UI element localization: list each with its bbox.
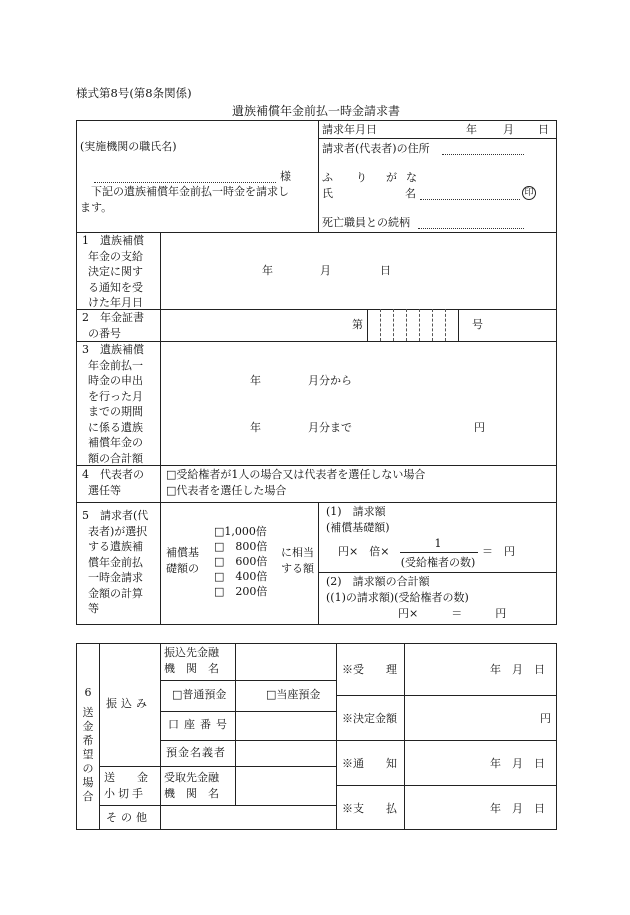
agency-label: (実施機関の職氏名) (80, 140, 177, 153)
remittance-table (76, 643, 557, 830)
row4-label: 4 代表者の 選任等 (82, 468, 144, 497)
row1-year: 年 (262, 264, 273, 277)
pay-date: 年 月 日 (490, 802, 545, 815)
row3-label: 3 遺族補償 年金前払一 時金の申出 を行った月 までの期間 に係る遺族 補償年金の 額の合計額 (82, 343, 144, 465)
multiplier-800[interactable]: □ 800倍 (214, 540, 268, 553)
row4-option-single[interactable]: □受給権者が1人の場合又は代表者を選任しない場合 (166, 468, 426, 481)
row2-dai: 第 (352, 318, 363, 331)
furigana-3: が (386, 171, 397, 184)
p1-sub: (補償基礎額) (326, 521, 390, 534)
juri-label: ※受 理 (342, 663, 397, 676)
multiplier-400[interactable]: □ 400倍 (214, 570, 268, 583)
row3-from-year: 年 (250, 374, 261, 387)
bank-dest-label: 振込先金融 機 関 名 (164, 646, 219, 675)
form-title: 遺族補償年金前払一時金請求書 (232, 104, 401, 118)
p1-numerator: 1 (434, 537, 442, 550)
multiplier-200[interactable]: □ 200倍 (214, 585, 268, 598)
row1-month: 月 (320, 264, 331, 277)
multiplier-600[interactable]: □ 600倍 (214, 555, 268, 568)
p1-title: (1) 請求額 (326, 505, 386, 518)
recv-bank-label: 受取先金融 機 関 名 (164, 771, 219, 800)
section6-label: 6 送 金 希 望 の 場 合 (82, 686, 94, 803)
touza-checkbox[interactable]: □当座預金 (266, 688, 321, 701)
address-line (442, 154, 524, 155)
name-label-shi: 氏 (322, 187, 333, 200)
juri-date: 年 月 日 (490, 663, 545, 676)
p2-title: (2) 請求額の合計額 (326, 575, 430, 588)
name-line (420, 199, 520, 200)
p1-formula-left: 円× 倍× (338, 545, 390, 558)
account-number-label: 口座番号 (168, 718, 232, 731)
form-number: 様式第8号(第8条関係) (76, 86, 192, 100)
relation-line (418, 228, 524, 229)
agency-name-line (94, 182, 276, 183)
request-date-month: 月 (503, 123, 514, 136)
row5-multiplier-options[interactable] (214, 524, 267, 599)
pay-label: ※支 払 (342, 802, 397, 815)
sama-label: 様 (280, 170, 291, 183)
row5-base-label: 補償基 礎額の (166, 546, 199, 575)
seal-mark: 印 (522, 185, 536, 200)
request-date-year: 年 (466, 123, 477, 136)
check-label: 送 金 小切手 (104, 771, 148, 800)
furikomi-label: 振込み (106, 697, 151, 710)
notify-date: 年 月 日 (490, 757, 545, 770)
request-text-line1: 下記の遺族補償年金前払一時金を請求し (80, 185, 289, 198)
address-label: 請求者(代表者)の住所 (322, 142, 430, 155)
row3-to-year: 年 (250, 421, 261, 434)
row1-day: 日 (380, 264, 391, 277)
furigana-2: り (356, 171, 367, 184)
notify-label: ※通 知 (342, 757, 397, 770)
relation-label: 死亡職員との続柄 (322, 216, 410, 229)
request-text-line2: ます。 (80, 201, 113, 214)
request-date-day: 日 (538, 123, 549, 136)
row5-label: 5 請求者(代 表者)が選択 する遺族補 償年金前払 一時金請求 金額の計算 等 (82, 509, 149, 615)
furigana-4: な (406, 171, 417, 184)
row2-label: 2 年金証書 の番号 (82, 311, 144, 340)
p2-sub: ((1)の請求額)(受給権者の数) (326, 591, 469, 604)
p2-formula: 円× ＝ 円 (398, 607, 507, 620)
row3-yen: 円 (474, 421, 485, 434)
row4-option-representative[interactable]: □代表者を選任した場合 (166, 484, 287, 497)
row5-equiv-label: に相当 する額 (281, 546, 314, 575)
p1-fraction-bar (400, 552, 478, 553)
row2-go: 号 (472, 318, 483, 331)
decided-amount-label: ※決定金額 (342, 712, 397, 725)
furigana-1: ふ (322, 171, 333, 184)
p1-formula-right: ＝ 円 (482, 545, 515, 558)
p1-denominator: (受給権者の数) (400, 556, 476, 569)
other-label: その他 (106, 811, 151, 824)
account-holder-label: 預金名義者 (166, 746, 226, 759)
request-date-label: 請求年月日 (322, 123, 377, 136)
multiplier-1000[interactable]: □1,000倍 (214, 525, 267, 538)
futsuu-checkbox[interactable]: □普通預金 (172, 688, 227, 701)
row3-to-month: 月分まで (308, 421, 352, 434)
row1-label: 1 遺族補償 年金の支給 決定に関す る通知を受 けた年月日 (82, 234, 144, 309)
name-label-mei: 名 (405, 187, 416, 200)
decided-amount-yen: 円 (540, 712, 551, 725)
row3-from-month: 月分から (308, 374, 352, 387)
